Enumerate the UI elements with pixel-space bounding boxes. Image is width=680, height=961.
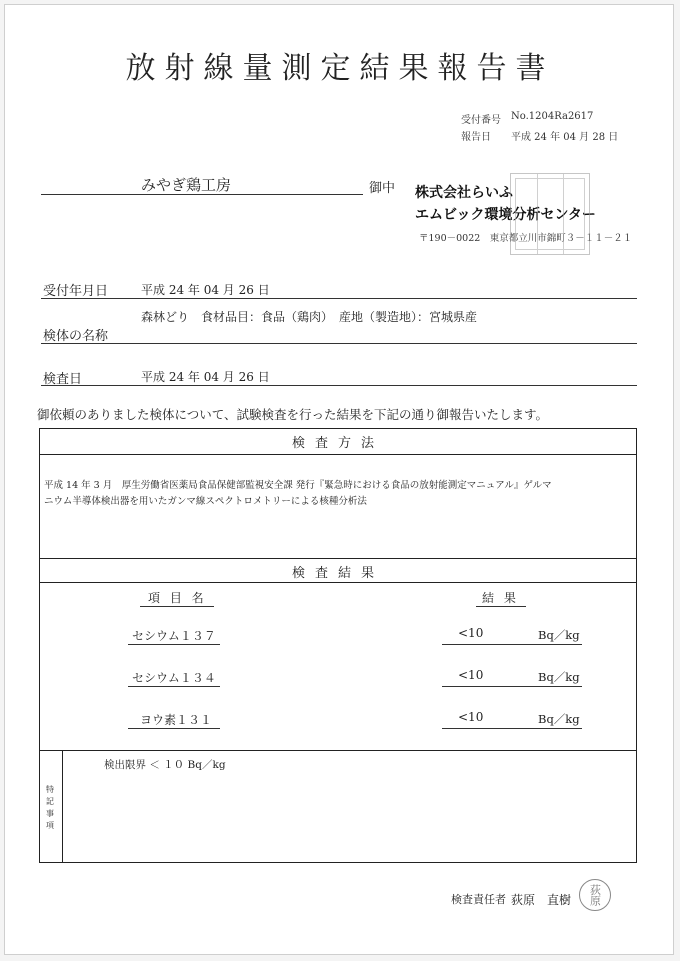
company-division: エムビック環境分析センター [415, 207, 596, 223]
result-unit: Bq／kg [538, 670, 580, 684]
method-text-line1: 平成 14 年 3 月 厚生労働省医薬局食品保健部監視安全課 発行『緊急時における食品の放射能測定マニュアル』ゲルマ [44, 480, 552, 491]
received-date-underline [41, 298, 637, 299]
report-date-label: 報告日 [461, 132, 491, 143]
remarks-label: 特記事項 [46, 785, 54, 830]
method-header: 検査方法 [291, 436, 384, 451]
signature-seal: 荻原 [579, 879, 611, 911]
report-table [39, 428, 637, 863]
results-top-rule [40, 558, 636, 559]
results-header: 検査結果 [291, 566, 384, 581]
company-name: 株式会社らいふ [415, 185, 513, 201]
results-header-rule [40, 582, 636, 583]
column-result-underline [476, 606, 526, 607]
sample-name-underline [41, 343, 637, 344]
received-date: 平成 24 年 04 月 26 日 [141, 283, 270, 297]
signature-name: 荻原 直樹 [511, 893, 572, 907]
page-title: 放射線量測定結果報告書 [125, 51, 555, 86]
received-date-label: 受付年月日 [43, 284, 109, 299]
company-address: 〒190－0022 東京都立川市錦町３－１１－２１ [419, 233, 633, 244]
sample-description: 森林どり 食材品目：食品（鶏肉） 産地（製造地）：宮城県産 [141, 310, 478, 324]
result-value-underline [442, 644, 582, 645]
intro-text: 御依頼のありました検体について、試験検査を行った結果を下記の通り御報告いたします。 [37, 407, 549, 422]
company-seal [510, 173, 590, 255]
inspection-date-label: 検査日 [43, 372, 83, 387]
report-page [4, 4, 674, 955]
result-item: セシウム１３４ [132, 671, 216, 685]
result-value: <10 [458, 668, 484, 682]
addressee-name: みやぎ鶏工房 [141, 176, 232, 194]
addressee-underline [41, 194, 363, 195]
result-unit: Bq／kg [538, 628, 580, 642]
sample-name-label: 検体の名称 [43, 329, 109, 344]
result-item-underline [128, 728, 220, 729]
report-date: 平成 24 年 04 月 28 日 [511, 132, 619, 143]
inspection-date: 平成 24 年 04 月 26 日 [141, 370, 270, 384]
result-item-underline [128, 686, 220, 687]
column-result-header: 結 果 [482, 591, 519, 605]
result-value-underline [442, 728, 582, 729]
result-value: <10 [458, 710, 484, 724]
result-item: セシウム１３７ [132, 629, 216, 643]
method-header-rule [40, 454, 636, 455]
receipt-number: No.1204Ra2617 [511, 111, 594, 122]
addressee-honorific: 御中 [369, 181, 396, 196]
column-item-underline [140, 606, 214, 607]
result-value: <10 [458, 626, 484, 640]
column-item-header: 項 目 名 [148, 591, 207, 605]
result-value-underline [442, 686, 582, 687]
remarks-top-rule [40, 750, 636, 751]
receipt-number-label: 受付番号 [461, 115, 501, 126]
signature-label: 検査責任者 [451, 893, 506, 906]
result-unit: Bq／kg [538, 712, 580, 726]
remarks-text: 検出限界 ＜ １０ Bq／kg [104, 759, 226, 771]
inspection-date-underline [41, 385, 637, 386]
method-text-line2: ニウム半導体検出器を用いたガンマ線スペクトロメトリーによる核種分析法 [44, 496, 367, 507]
remarks-divider [62, 750, 63, 862]
result-item: ヨウ素１３１ [140, 713, 213, 727]
result-item-underline [128, 644, 220, 645]
